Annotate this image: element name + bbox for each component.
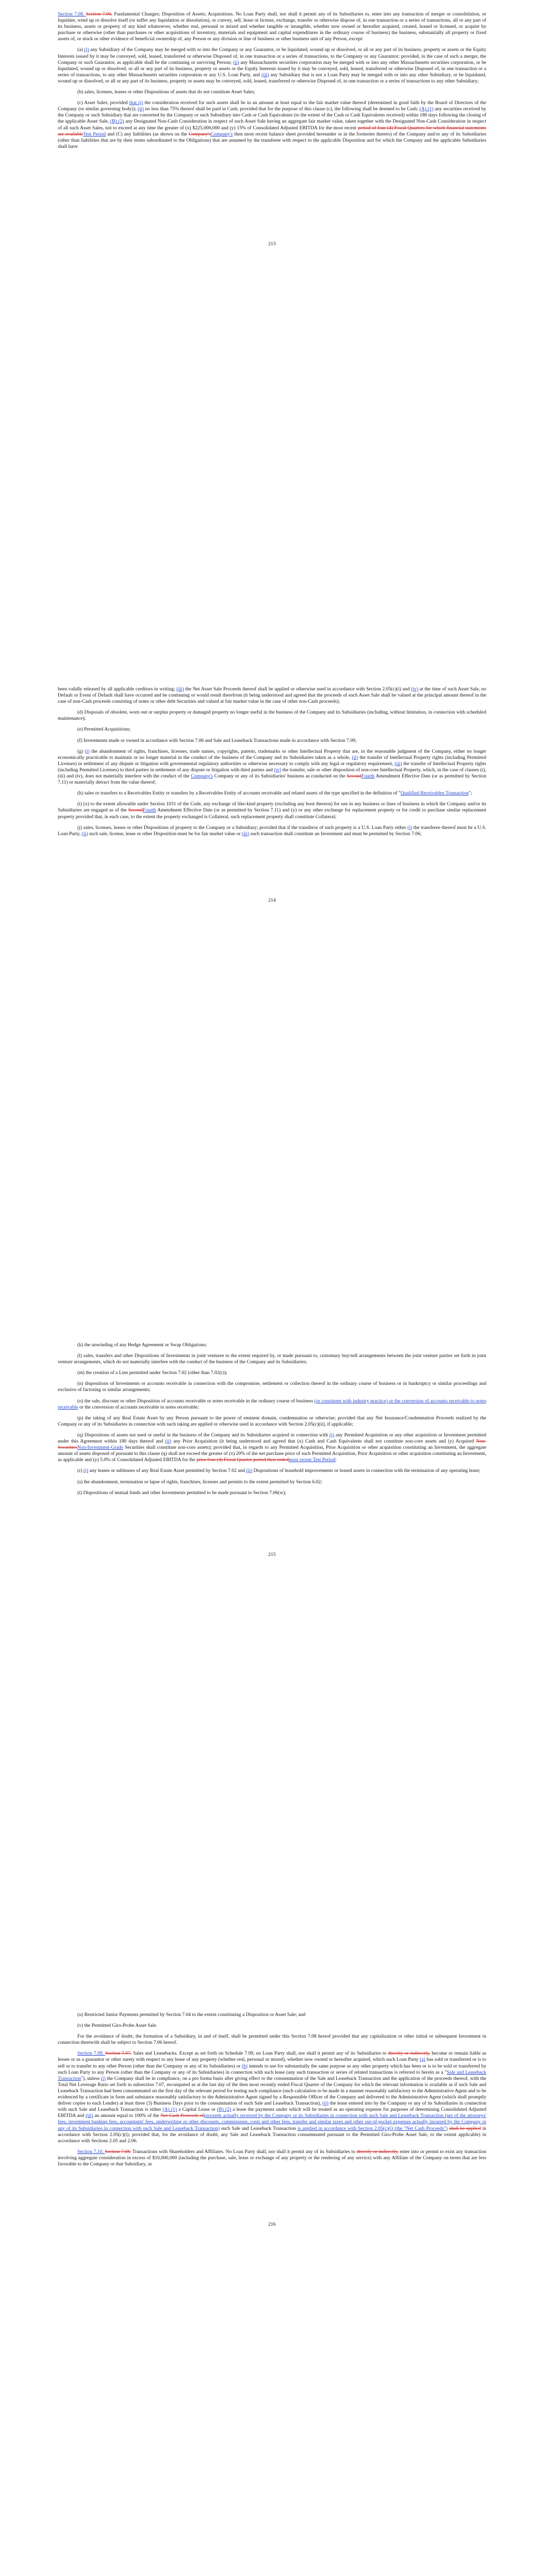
inserted-text: Company's	[191, 773, 213, 779]
body-text: (h) sales or transfers to a Receivables Entity or transfers by a Receivables Entity of accounts receivable and related assets of the type specified in the definition of "	[77, 790, 401, 796]
inserted-text: proceeds actually received by the Company or its Subsidiaries in connection with such Sale and Leaseback Transaction (net of the attorneys' fees, investment banking fees, accountants' fees, underwriting or other discounts, commissions, costs and other fees, transfer and similar taxes and other out-of-pocket expenses actually incurred by the Company or any of its Subsidiaries in connection with such Sale and Leaseback Transaction)	[58, 2113, 486, 2131]
body-text: (c) Asset Sales; provided	[77, 100, 129, 106]
body-text: Sales and Leasebacks. Except as set forth on Schedule 7.09, no Loan Party shall, nor shall it permit any of its Subsidiaries to	[131, 2050, 388, 2057]
body-text: ;	[335, 1457, 337, 1463]
inserted-text: (iv)	[274, 767, 282, 773]
body-text: the transferee thereof must be a U.S. Loan Party,	[58, 824, 486, 837]
deleted-text: Non-Securities	[58, 1438, 486, 1451]
body-text: at the time of such Asset Sale, no Default or Event of Default shall have occurred and be continuing or would result therefrom (it being understood and agreed that the proceeds of each Asset Sale shall be valued at the principal amount thereof in the case of non-Cash proceeds consisting of notes or other debt Securities and valued at fair market value in the case of other non-Cash proceeds);	[58, 686, 486, 705]
body-text: (t) Dispositions of mutual funds and other Investments permitted to be made pursuant to Section 7.06(w);	[77, 1489, 286, 1496]
page-number-215: 215	[268, 1552, 276, 1557]
body-text: Company or any of its Subsidiaries' business as conducted on the	[212, 773, 347, 779]
inserted-text: (ii)	[322, 2100, 329, 2107]
body-text: the lease entered into by the Company or any of its Subsidiaries in connection with such Sale and Leaseback Transaction is either	[58, 2100, 486, 2113]
inserted-text: (ii)	[246, 1468, 253, 1474]
inserted-text: (b)	[241, 2063, 248, 2069]
inserted-text: most recent Test Period	[288, 1457, 335, 1463]
body-text: (g)	[77, 748, 85, 754]
deleted-text: Section 7.07.	[105, 2050, 131, 2057]
body-text: For the avoidance of doubt, the formation of a Subsidiary, in and of itself, shall be permitted under this Section 7.08 hereof provided that any capitalization or other initial or subsequent Investment in connection therewith shall be subject to Section 7.06 hereof.	[58, 2033, 486, 2046]
body-text: any securities received by the Company or such Subsidiary that are converted by the Company or such Subsidiary into Cash or Cash Equivalents (to the extent of the Cash or Cash Equivalents received) within 180 days following the closing of the applicable Asset Sale,	[58, 106, 486, 125]
inserted-text: (ii)	[81, 831, 88, 837]
body-text: such sale, license, lease or other Disposition must be for fair market value or	[88, 831, 242, 837]
body-text: (p) the taking of any Real Estate Asset by any Person pursuant to the power of eminent domain, condemnation or otherwise; provided that any Net Insurance/Condemnation Proceeds realized by the Company or any of its Subsidiaries in connection with such taking are applied or otherwise used in accordance with Section 2.05(c)(ii), if applicable;	[58, 1415, 486, 1427]
inserted-text: (iii)	[176, 686, 184, 692]
body-text: the consideration received for such assets shall be in an amount at least equal to the fair market value thereof (determined in good faith by the Board of Directors of the Company (or similar governing body));	[58, 100, 486, 112]
inserted-text: Non-Investment-Grade	[77, 1445, 123, 1451]
paragraph	[58, 825, 486, 837]
paragraph	[58, 726, 486, 733]
inserted-text: (i)	[407, 824, 413, 831]
paragraph	[58, 2050, 486, 2144]
paragraph	[58, 2149, 486, 2167]
deleted-text: Section 7.06.	[86, 11, 112, 17]
inserted-text: (iii)	[241, 831, 250, 837]
body-text: (f) Investments made or owned in accordance with Section 7.06 and Sale and Leaseback Transactions made in accordance with Section 7.09;	[77, 737, 357, 743]
inserted-text: (i)	[83, 1468, 89, 1474]
body-text: such transaction shall constitute an Investment and must be permitted by Section 7.06;	[249, 831, 422, 837]
deleted-text: directly or indirectly,	[356, 2148, 399, 2155]
body-text: the Net Asset Sale Proceeds thereof shall be applied or otherwise used in accordance with Section 2.05(c)(i) and	[184, 686, 411, 692]
body-text: (a)	[77, 47, 85, 53]
body-text: (l) sales, transfers and other Dispositions of Investments in joint ventures to the extent required by, or made pursuant to, customary buy/sell arrangements between the joint venture parties set forth in joint venture arrangements, which do not materially interfere with the conduct of the business of the Company and its Subsidiaries;	[58, 1353, 486, 1365]
deleted-text: shall be applied	[449, 2125, 481, 2131]
body-text: (m) the creation of a Lien permitted under Section 7.02 (other than 7.02(r));	[77, 1370, 227, 1376]
inserted-text: Section 7.09.	[77, 2050, 105, 2057]
document-page-2	[0, 686, 544, 842]
deleted-text: Net Cash Proceeds of	[160, 2113, 204, 2119]
body-text: a lease the payments under which will be treated as an operating expense for purposes of determining Consolidated Adjusted EBITDA and	[58, 2107, 486, 2119]
body-text: any Subsidiary that is not a Loan Party may be merged with or into any other Subsidiary, or be liquidated, wound up or dissolved, or all or any part of its business, property or assets may be conveyed, sold, leased, transferred or otherwise Disposed of, in one transaction or a series of transactions to any other Subsidiary;	[58, 72, 486, 84]
paragraph	[58, 801, 486, 820]
body-text: the Company shall be in compliance, on a pro forma basis after giving effect to the consummation of the Sale and Leaseback Transaction and the application of the proceeds thereof, with the Total Net Leverage Ratio set forth in subsection 7.07, recomputed as at the last day of the then most recently ended Fiscal Quarter of the Company for which the relevant information is available as if such Sale and Leaseback Transaction had been consummated on the first day of the relevant period for testing such compliance (such calculation to be made in a manner reasonably satisfactory to the Administrative Agent and to be evidenced by a certificate in form and substance reasonably satisfactory to the Administrative Agent signed by a Responsible Officer of the Company and delivered to the Administrative Agent (which shall promptly deliver copies to each Lender) at least three (3) Business Days prior to the consummation of such Sale and Leaseback Transaction),	[58, 2075, 487, 2107]
deleted-text: Second	[128, 807, 143, 814]
deleted-text: prior four (4) Fiscal Quarter period then ended	[196, 1457, 289, 1463]
inserted-text: (iv)	[411, 686, 419, 692]
inserted-text: Section 7.10.	[77, 2148, 105, 2155]
body-text: any Subsidiary of the Company may be merged with or into the Company or any Guarantor, or be liquidated, wound up or dissolved, or all or any part of its business, property or assets or the Equity Interests issued by it may be conveyed, sold, leased, transferred or otherwise Disposed of, in one transaction or a series of transactions, to the Company or any Guarantor; provided, in the case of such a merger, the Company or such Guarantor, as applicable shall be the continuing or surviving Person;	[58, 47, 487, 65]
inserted-text: (i)	[85, 748, 90, 754]
paragraph	[58, 47, 486, 84]
document-page-4	[0, 2012, 544, 2172]
body-text: any Permitted Acquisition or any other acquisition or Investment permitted under this Agreement within 180 days thereof and	[58, 1432, 486, 1445]
paragraph	[58, 1342, 486, 1348]
inserted-text: (A) (1)	[419, 106, 434, 112]
inserted-text: (B) (2)	[217, 2107, 232, 2113]
body-text: Dispositions of leasehold improvements or leased assets in connection with the termination of any operating lease;	[252, 1468, 481, 1474]
inserted-text: Test Period	[83, 131, 106, 137]
body-text: any Massachusetts securities corporation may be merged with or into any other Massachusetts securities corporation, or be liquidated, wound up or dissolved, or all or any part of its business, property or assets or the Equity Interests issued by it may be conveyed, sold, leased, transferred or otherwise Disposed of, in one transaction or a series of transactions, to any other Massachusetts securities corporation or any U.S. Loan Party, and	[58, 59, 486, 78]
inserted-text: Sale and Leaseback Transaction	[58, 2069, 486, 2081]
inserted-text: (ii)	[138, 106, 144, 112]
body-text: ";	[468, 790, 472, 796]
body-text: (d) Disposals of obsolete, worn out or surplus property or damaged property no longer useful in the business of the Company and its Subsidiaries (including, without limitation, in connection with scheduled maintenance);	[58, 709, 486, 722]
paragraph	[58, 2012, 486, 2018]
deleted-text: Second	[347, 773, 361, 779]
inserted-text: Fourth	[361, 773, 375, 779]
body-text: intends to use for substantially the same purpose as any other property which has been or is to be sold or transferred by such Loan Party to any Person (other than the Company or any of its Subsidiaries) in connection with such lease (any such transaction or series of related transactions is referred to herein as a "	[58, 2063, 486, 2075]
paragraph	[58, 686, 486, 705]
body-text: then most recent balance sheet provided hereunder or in the footnotes thereto) of the Company and/or any of its Subsidiaries (other than liabilities that are by their terms subordinated to the Obligations) that are assumed by the transferee with respect to the applicable Disposition and for which the Company and the applicable Subsidiaries shall have	[58, 131, 486, 149]
body-text: (o) the sale, discount or other Disposition of accounts receivable or notes receivable in the ordinary course of business	[77, 1398, 315, 1404]
inserted-text: (a)	[420, 2057, 425, 2063]
paragraph	[58, 1432, 486, 1463]
inserted-text: (iii)	[86, 2113, 93, 2119]
paragraph	[58, 89, 486, 95]
paragraph	[58, 100, 486, 150]
paragraph	[58, 1468, 486, 1474]
body-text: or the conversion of accounts receivable to notes receivable;	[78, 1404, 199, 1410]
inserted-text: (B) (2)	[110, 118, 124, 125]
body-text: the abandonment of rights, franchises, licenses, trade names, copyrights, patents, trademarks or other Intellectual Property that are, in the reasonable judgment of the Company, either no longer economically practicable to maintain or no longer material in the conduct of the business of the Company and its Subsidiaries taken as a whole,	[58, 748, 486, 760]
body-text: (v) the Permitted Giro-Probe Asset Sale.	[77, 2023, 158, 2029]
document-page-1	[0, 11, 544, 155]
body-text: in accordance with Section 2.05(c)(i); provided that, for the avoidance of doubt, any Sale and Leaseback Transaction consummated pursuant to the Permitted Giro-Probe Asset Sale, to the extent applicable) in accordance with Sections 2.05 and 2.06.	[58, 2125, 486, 2144]
body-text: the transfer, sale or other disposition of non-core Intellectual Property, which, in the case of clauses (i), (iii) and (iv), does not materially interfere with the conduct of the	[58, 767, 486, 779]
body-text: and (C) any liabilities (as shown on the	[106, 131, 189, 137]
body-text: (q) Dispositions of assets not used or useful in the business of the Company and its Subsidiaries acquired in connection with	[77, 1432, 329, 1438]
deleted-text: Company's	[188, 131, 211, 137]
body-text: (r)	[77, 1468, 84, 1474]
body-text: (n) dispositions of Investments or accounts receivable in connection with the compromise, settlement or collection thereof in the ordinary course of business or in bankruptcy or similar proceedings and exclusive of factoring or similar arrangements;	[58, 1381, 486, 1393]
document-page-3	[0, 1342, 544, 1501]
body-text: Fundamental Changes; Disposition of Assets; Acquisitions. No Loan Party shall, nor shall it permit any of its Subsidiaries to, enter into any transaction of merger or consolidation, or liquidate, wind up or dissolve itself (or suffer any liquidation or dissolution), or convey, sell, lease or license, exchange, transfer or otherwise dispose of, in one transaction or a series of transactions, all or any part of its business, assets or property of any kind whatsoever, whether real, personal or mixed and whether tangible or intangible, whether now owned or hereafter acquired, created, leased or licensed, or acquire by purchase or otherwise (other than purchases or other acquisitions of inventory, materials and equipment and capital expenditures in the ordinary course of business) the business, substantially all property or fixed assets of, or stock or other evidence of beneficial ownership of, any Person or any division or line of business or other business unit of any Person, except:	[58, 11, 486, 42]
inserted-text: (ii)	[233, 59, 239, 65]
inserted-text: (i)	[329, 1432, 335, 1438]
inserted-text: (or consistent with industry practice) or the conversion of accounts receivable to notes receivable	[58, 1398, 486, 1410]
paragraph	[58, 1398, 486, 1411]
body-text: been validly released by all applicable creditors in writing;	[58, 686, 177, 692]
body-text: Amendment Effective Date (or as permitted by Section 7.11) and (y) or any other exchange for replacement property or for credit to purchase similar replacement property provided that, in each case, to the extent the property exchanged is Collateral, such replacement property shall constitute Collateral;	[58, 807, 486, 820]
deleted-text: Section 7.08.	[105, 2148, 131, 2155]
body-text: (e) Permitted Acquisitions;	[77, 726, 131, 733]
inserted-text: (i)	[101, 2075, 106, 2081]
deleted-text: period of four (4) Fiscal Quarters for which financial statements are available	[58, 125, 486, 137]
body-text: (u) Restricted Junior Payments permitted by Section 7.04 to the extent constituting a Disposition or Asset Sale; and	[77, 2012, 306, 2018]
inserted-text: Section 7.08.	[58, 11, 86, 17]
body-text: any leases or subleases of any Real Estate Asset permitted by Section 7.02 and	[88, 1468, 246, 1474]
body-text: enter into or permit to exist any transaction involving aggregate consideration in excess of $10,000,000 (including the purchase, sale, lease or exchange of any property or the rendering of any service) with any Affiliate of the Company on terms that are less favorable to the Company or that Subsidiary, as	[58, 2148, 486, 2167]
body-text: Transactions with Shareholders and Affiliates. No Loan Party shall, nor shall it permit any of its Subsidiaries to	[131, 2148, 357, 2155]
paragraph	[58, 709, 486, 722]
inserted-text: (ii)	[352, 754, 358, 760]
body-text: become or remain liable as lessee or as a guarantor or other surety with respect to any lease of any property (whether real, personal or mixed), whether now owned or hereafter acquired, which such Loan Party	[58, 2050, 486, 2063]
paragraph	[58, 1479, 486, 1485]
body-text: any Designated Non-Cash Consideration in respect of such Asset Sale having an aggregate fair market value, taken together with the Designated Non-Cash Consideration in respect of all such Asset Sales, not to exceed at any time the greater of (x) $225,000,000 and (y) 15% of Consolidated Adjusted EBITDA for the most recent	[58, 118, 486, 131]
body-text: (k) the unwinding of any Hedge Agreement or Swap Obligations;	[77, 1342, 207, 1348]
body-text: Securities shall constitute non-core assets); provided that, in regards to any Permitted Acquisition, Prior Acquisition or other acquisition constituting an Investment, the aggregate amount of assets disposed of pursuant to this clause (q) shall not exceed the greater of (x) 20% of the net purchase price of such Permitted Acquisition, Prior Acquisition or other acquisition constituting an Investment, as applicable and (y) 5.0% of Consolidated Adjusted EBITDA for the	[58, 1445, 486, 1463]
page-number-213: 213	[268, 241, 276, 247]
paragraph	[58, 738, 486, 744]
inserted-text: Fourth	[143, 807, 156, 814]
body-text: (b) sales, licenses, leases or other Dispositions of assets that do not constitute Asset Sales;	[77, 89, 255, 95]
paragraph	[58, 2033, 486, 2046]
page-number-214: 214	[268, 897, 276, 903]
body-text: any Prior Acquisition (it being understood and agreed that (x) Cash and Cash Equivalents shall not constitute non-core assets and (y) Acquired	[171, 1438, 476, 1445]
inserted-text: is applied in accordance with Section 2.05(c)(i) (the "Net Cash Proceeds")	[297, 2125, 448, 2131]
paragraph	[58, 1490, 486, 1496]
body-text: Amendment Effective Date (or as permitted by Section 7.11) or materially detract from the value thereof;	[58, 773, 486, 786]
body-text: has sold or transferred or is to sell or to transfer to any other Person (other than the Company or any of its Subsidiaries) or	[58, 2057, 486, 2069]
paragraph	[58, 749, 486, 786]
inserted-text: that (i)	[129, 100, 143, 106]
inserted-text: Qualified Receivables Transaction	[400, 790, 469, 796]
deleted-text: directly or indirectly,	[388, 2050, 431, 2057]
body-text: "), unless	[80, 2075, 101, 2081]
body-text: a Capital Lease or	[177, 2107, 217, 2113]
inserted-text: (i)	[84, 47, 89, 53]
inserted-text: Company's	[210, 131, 233, 137]
inserted-text: (iii)	[261, 72, 269, 78]
body-text: (s) the abandonment, termination or lapse of rights, franchises, licenses and permits to the extent permitted by Section 6.02;	[77, 1479, 322, 1485]
body-text: (j) sales, licenses, leases or other Dispositions of property to the Company or a Subsidiary; provided that if the transferor of such property is a U.S. Loan Party either	[77, 824, 408, 831]
body-text: (i) (x) to the extent allowable under Section 1031 of the Code, any exchange of like-kind property (excluding any boot thereon) for use in any business or lines of business in which the Company and/or its Subsidiaries are engaged as of the	[58, 801, 486, 814]
inserted-text: (A) (1)	[162, 2107, 177, 2113]
paragraph	[58, 1353, 486, 1365]
paragraph	[58, 2023, 486, 2029]
body-text: the transfer of Intellectual Property rights (including Permitted Licenses) to third parties in settlement of any dispute or litigation with third parties and	[58, 760, 486, 773]
inserted-text: (ii)	[165, 1438, 171, 1445]
page-number-216: 216	[268, 2222, 276, 2227]
paragraph	[58, 790, 486, 796]
paragraph	[58, 1381, 486, 1393]
paragraph	[58, 1415, 486, 1428]
body-text: such Sale and Leaseback Transaction	[219, 2125, 298, 2131]
body-text: an amount equal to 100% of the	[93, 2113, 161, 2119]
body-text: the transfer of Intellectual Property rights (including Permitted Licenses) in settlement of any dispute or litigation with governmental regulatory authorities or otherwise necessary to comply with any legal or regulatory requirement,	[58, 754, 486, 767]
paragraph	[58, 11, 486, 42]
paragraph	[58, 1370, 486, 1376]
body-text: no less than 75% thereof shall be paid in Cash; provided that for the purpose of this clause (c), the following shall be deemed to be Cash:	[143, 106, 420, 112]
inserted-text: (iii)	[394, 760, 402, 767]
